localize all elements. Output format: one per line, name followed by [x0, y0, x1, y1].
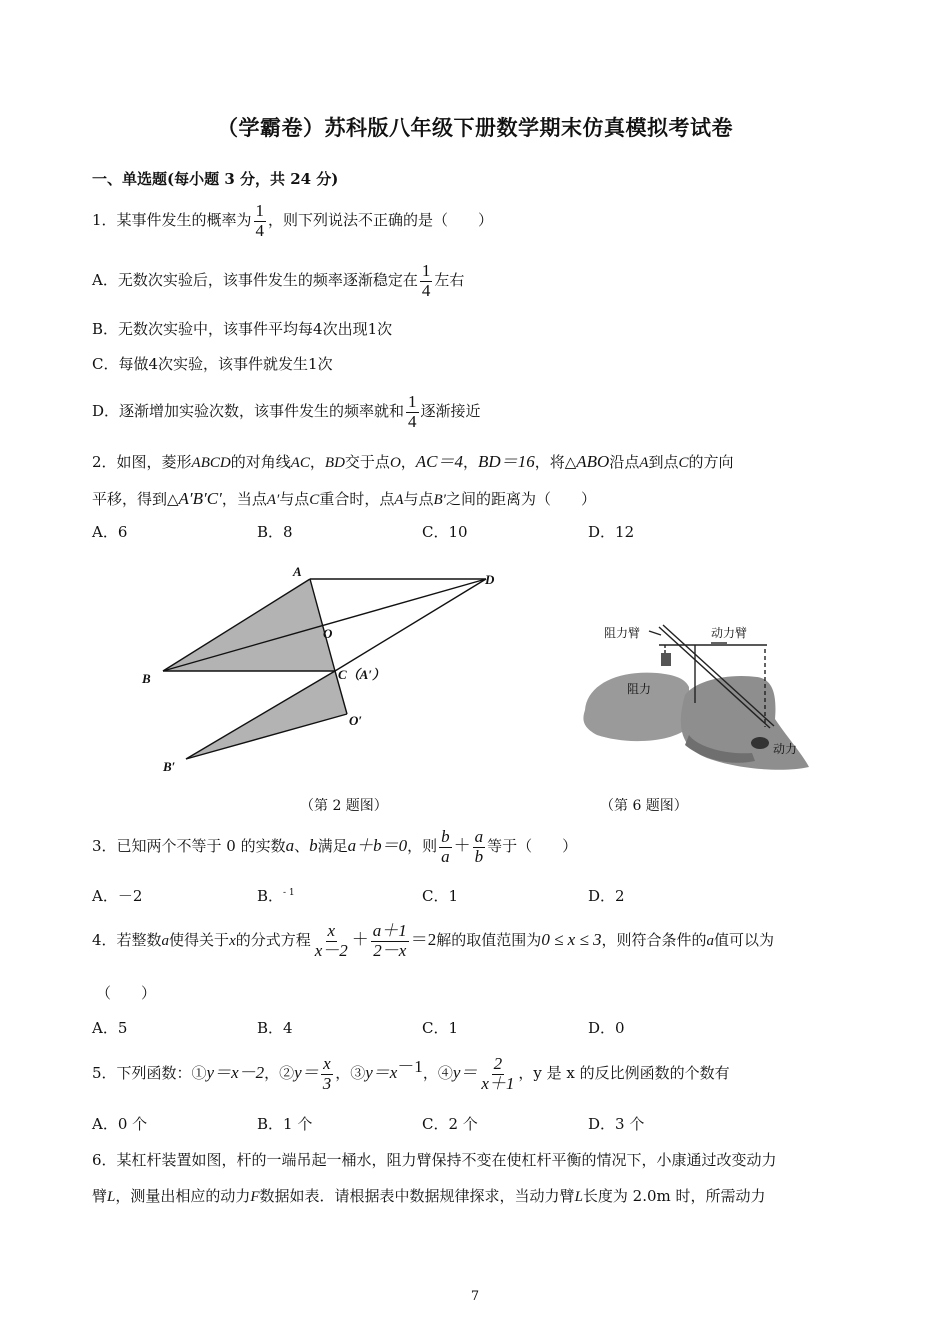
q5-option-d: D．3 个 — [588, 1115, 645, 1133]
figure-6-caption: （第 6 题图） — [600, 798, 688, 814]
q4-stem: 4．若整数a使得关于x的分式方程 $\frac{x}{x-2}$ ＋ $\frac{a+1}{2-x}$ ＝2解的取值范围为0 ≤ x ≤ 3，则符合条件的a值可以为 — [92, 921, 775, 960]
figure-6-lever — [577, 615, 812, 775]
q2-stem-line1: 2．如图，菱形ABCD的对角线AC，BD交于点O，AC＝4，BD＝16，将△ABO沿点A到点C的方向 — [92, 452, 734, 471]
label-resist: 阻力 — [627, 682, 652, 696]
q1-option-a: A．无数次实验后，该事件发生的频率逐渐稳定在 $\frac{1}{4}$ 左右 — [92, 261, 465, 300]
q3-stem: 3．已知两个不等于 0 的实数a、b满足a＋b＝0，则 $\frac{b}{a}$ ＋ $\frac{a}{b}$ 等于（ ） — [92, 827, 578, 866]
q3-option-d: D．2 — [588, 887, 625, 905]
q2-option-d: D．12 — [588, 523, 635, 541]
q4-option-c: C．1 — [422, 1019, 459, 1037]
q5-stem: 5．下列函数：①y＝x－2，②y＝ $\frac{x}{3}$ ，$③y=x^{-1}$，④y＝ $\frac{2}{x+1}$ ，y 是 x 的反比例函数的个数有 — [92, 1054, 730, 1093]
q2-option-c: C．10 — [422, 523, 468, 541]
label-o: O — [323, 626, 333, 641]
q1-option-b: B．无数次实验中，该事件平均每4次出现1次 — [92, 320, 393, 338]
page-number: 7 — [470, 1289, 480, 1304]
q4-option-d: D．0 — [588, 1019, 625, 1037]
q2-stem-line2: 平移，得到△A′B′C′，当点A′与点C重合时，点A与点B′之间的距离为（ ） — [92, 489, 596, 508]
q2-option-b: B．8 — [257, 523, 293, 541]
figure-2-rhombus — [130, 560, 530, 780]
q6-stem-line1: 6．某杠杆装置如图，杆的一端吊起一桶水，阻力臂保持不变在使杠杆平衡的情况下，小康通过改变动力 — [92, 1151, 777, 1169]
figure-2-caption: （第 2 题图） — [300, 798, 388, 814]
section-heading: 一、单选题(每小题 3 分，共 24 分) — [92, 170, 339, 188]
label-b: B — [142, 671, 151, 686]
q2-option-a: A．6 — [92, 523, 128, 541]
label-d: D — [485, 572, 495, 587]
q4-option-a: A．5 — [92, 1019, 128, 1037]
q4-option-b: B．4 — [257, 1019, 293, 1037]
label-c-a2: C（A′） — [338, 667, 385, 682]
q5-option-c: C．2 个 — [422, 1115, 478, 1133]
q3-option-b: B．$^{- 1}$ — [257, 887, 295, 905]
triangle-abo — [163, 579, 335, 671]
q5-option-a: A．0 个 — [92, 1115, 148, 1133]
page-title: （学霸卷）苏科版八年级下册数学期末仿真模拟考试卷 — [217, 115, 733, 140]
q1-option-c: C．每做4次实验，该事件就发生1次 — [92, 355, 333, 373]
label-a: A — [293, 564, 302, 579]
q4-paren: （ ） — [96, 984, 157, 1002]
label-resist-arm: 阻力臂 — [604, 626, 641, 640]
q6-stem-line2: 臂L，测量出相应的动力F数据如表．请根据表中数据规律探求，当动力臂L长度为 2.0m 时，所需动力 — [92, 1187, 766, 1205]
q5-option-b: B．1 个 — [257, 1115, 313, 1133]
label-power-arm: 动力臂 — [711, 626, 748, 640]
q3-option-c: C．1 — [422, 887, 459, 905]
label-power: 动力 — [773, 742, 798, 756]
q1-fraction: $\frac{1}{4}$ — [255, 201, 265, 240]
q1-stem: 1．某事件发生的概率为 $\frac{1}{4}$ ，则下列说法不正确的是（ ） — [92, 201, 494, 240]
label-b2: B′ — [163, 759, 176, 774]
label-o2: O′ — [349, 713, 363, 728]
q3-option-a: A．－2 — [92, 887, 143, 905]
q1-option-d: D．逐渐增加实验次数，该事件发生的频率就和 $\frac{1}{4}$ 逐渐接近 — [92, 392, 481, 431]
triangle-a2b2o2 — [186, 671, 347, 759]
